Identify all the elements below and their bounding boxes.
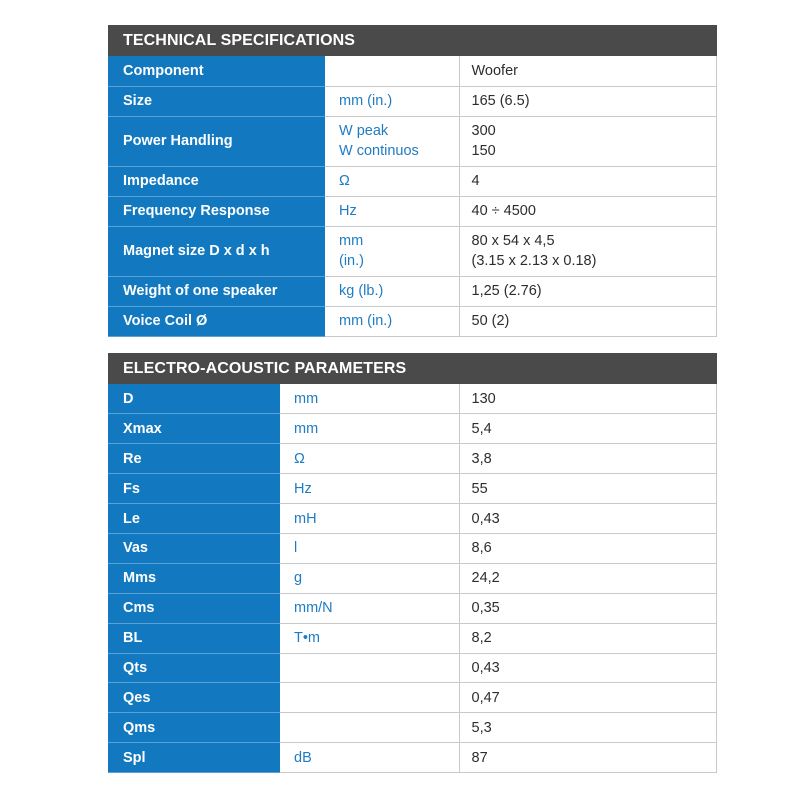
param-unit: mm <box>280 384 459 414</box>
table-row <box>108 384 717 414</box>
table-row <box>108 276 717 306</box>
electro-acoustic-parameters-grid <box>108 384 717 773</box>
param-unit: T•m <box>280 623 459 653</box>
param-label: Fs <box>108 474 280 504</box>
param-label: Vas <box>108 533 280 563</box>
param-label: BL <box>108 623 280 653</box>
table-row <box>108 56 717 86</box>
table-row <box>108 166 717 196</box>
param-label: Qms <box>108 713 280 743</box>
table-row <box>108 504 717 534</box>
table-row <box>108 683 717 713</box>
spec-value: 40 ÷ 4500 <box>459 196 717 226</box>
table-row <box>108 444 717 474</box>
param-unit: dB <box>280 743 459 773</box>
param-unit: mH <box>280 504 459 534</box>
param-label: Xmax <box>108 414 280 444</box>
param-value: 8,6 <box>459 533 717 563</box>
param-value: 0,35 <box>459 593 717 623</box>
param-value: 5,3 <box>459 713 717 743</box>
spec-value <box>459 226 717 276</box>
electro-acoustic-parameters-table <box>108 353 717 773</box>
table-row <box>108 306 717 336</box>
spec-value-line: 80 x 54 x 4,5 <box>471 233 555 249</box>
param-unit: g <box>280 563 459 593</box>
spec-value-line: 300 <box>471 123 496 139</box>
spec-unit: kg (lb.) <box>325 276 459 306</box>
param-unit <box>280 713 459 743</box>
spec-label: Frequency Response <box>108 196 325 226</box>
table-row <box>108 593 717 623</box>
spec-unit <box>325 56 459 86</box>
param-unit: Ω <box>280 444 459 474</box>
spec-value: 165 (6.5) <box>459 86 717 116</box>
param-unit: Hz <box>280 474 459 504</box>
spec-unit: mm (in.) <box>325 86 459 116</box>
param-label: Qts <box>108 653 280 683</box>
spec-value <box>459 116 717 166</box>
param-value: 0,43 <box>459 504 717 534</box>
spec-label: Power Handling <box>108 116 325 166</box>
electro-acoustic-parameters-title: ELECTRO-ACOUSTIC PARAMETERS <box>108 353 717 384</box>
spec-value-line: (3.15 x 2.13 x 0.18) <box>471 253 597 269</box>
spec-label: Size <box>108 86 325 116</box>
table-row <box>108 653 717 683</box>
spec-unit: Ω <box>325 166 459 196</box>
spec-unit <box>325 226 459 276</box>
param-value: 0,43 <box>459 653 717 683</box>
spec-unit <box>325 116 459 166</box>
table-row <box>108 533 717 563</box>
param-value: 55 <box>459 474 717 504</box>
spec-unit-line: mm <box>339 233 364 249</box>
spec-value: Woofer <box>459 56 717 86</box>
technical-specifications-title: TECHNICAL SPECIFICATIONS <box>108 25 717 56</box>
param-value: 0,47 <box>459 683 717 713</box>
table-row <box>108 116 717 166</box>
spec-unit-line: W continuos <box>339 143 419 159</box>
table-row <box>108 623 717 653</box>
param-unit: mm/N <box>280 593 459 623</box>
spec-label: Voice Coil Ø <box>108 306 325 336</box>
spec-label: Impedance <box>108 166 325 196</box>
param-value: 24,2 <box>459 563 717 593</box>
technical-specifications-grid <box>108 56 717 337</box>
spec-unit: mm (in.) <box>325 306 459 336</box>
table-row <box>108 474 717 504</box>
spec-label: Weight of one speaker <box>108 276 325 306</box>
param-label: D <box>108 384 280 414</box>
param-unit <box>280 683 459 713</box>
param-label: Cms <box>108 593 280 623</box>
spec-value: 1,25 (2.76) <box>459 276 717 306</box>
table-row <box>108 743 717 773</box>
spec-unit: Hz <box>325 196 459 226</box>
param-value: 5,4 <box>459 414 717 444</box>
table-row <box>108 414 717 444</box>
param-unit <box>280 653 459 683</box>
spec-value-line: 150 <box>471 143 496 159</box>
param-label: Qes <box>108 683 280 713</box>
spec-label: Component <box>108 56 325 86</box>
param-label: Spl <box>108 743 280 773</box>
param-label: Mms <box>108 563 280 593</box>
spec-value: 50 (2) <box>459 306 717 336</box>
table-row <box>108 563 717 593</box>
param-unit: mm <box>280 414 459 444</box>
table-row <box>108 713 717 743</box>
technical-specifications-table <box>108 25 717 337</box>
table-row <box>108 86 717 116</box>
param-unit: l <box>280 533 459 563</box>
table-row <box>108 226 717 276</box>
spec-unit-line: (in.) <box>339 253 364 269</box>
table-row <box>108 196 717 226</box>
spec-unit-line: W peak <box>339 123 389 139</box>
spec-value: 4 <box>459 166 717 196</box>
param-value: 8,2 <box>459 623 717 653</box>
param-label: Le <box>108 504 280 534</box>
param-label: Re <box>108 444 280 474</box>
spec-label: Magnet size D x d x h <box>108 226 325 276</box>
param-value: 3,8 <box>459 444 717 474</box>
param-value: 87 <box>459 743 717 773</box>
param-value: 130 <box>459 384 717 414</box>
